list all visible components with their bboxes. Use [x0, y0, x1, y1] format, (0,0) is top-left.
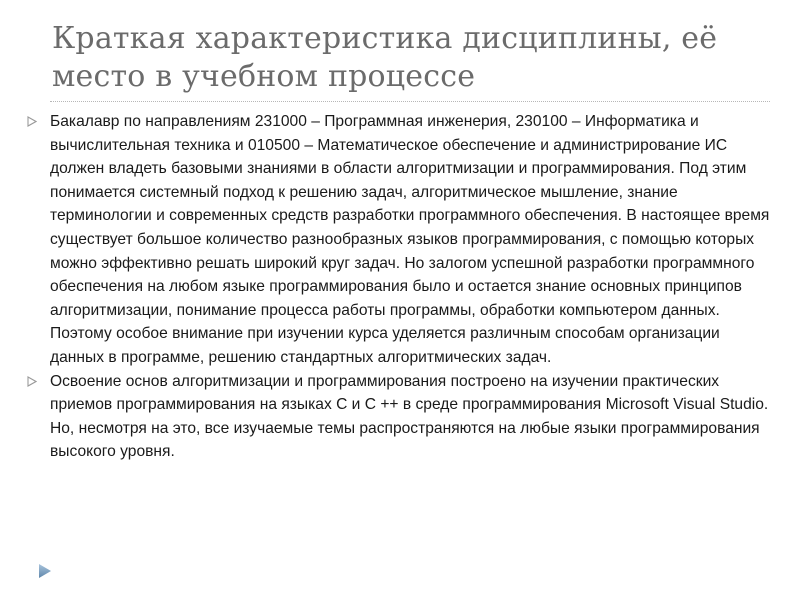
- bullet-item: [26, 370, 774, 464]
- slide-content: [26, 110, 774, 464]
- triangle-outline-bullet-icon: [27, 376, 37, 387]
- triangle-outline-bullet-icon: [27, 116, 37, 127]
- title-divider: [50, 101, 770, 102]
- slide-title: Краткая характеристика дисциплины, её место в учебном процессе: [52, 21, 718, 94]
- bullet-item: [26, 110, 774, 370]
- bullet-text: Бакалавр по направлениям 231000 – Программная инженерия, 230100 – Информатика и вычислительная техника и 010500 – Математическое обеспечение и администрирование ИС должен владеть базовыми знаниями в области алгоритмизации и программирования. Под этим понимается системный подход к решению задач, алгоритмическое мышление, знание терминологии и современных средств разработки программного обеспечения. В настоящее время существует большое количество разнообразных языков программирования, с помощью которых можно эффективно решать широкий круг задач. Но залогом успешной разработки программного обеспечения на любом языке программирования было и остается знание основных принципов алгоритмизации, понимание процесса работы программы, обработки компьютером данных. Поэтому особое внимание при изучении курса уделяется различным способам организации данных в программе, решению стандартных алгоритмических задач.: [50, 113, 770, 366]
- triangle-nav-arrow-icon[interactable]: [38, 563, 52, 579]
- bullet-text: Освоение основ алгоритмизации и программирования построено на изучении практических приемов программирования на языках С и С ++ в среде программирования Microsoft Visual Studio. Но, несмотря на это, все изучаемые темы распространяются на любые языки программирования высокого уровня.: [50, 372, 769, 461]
